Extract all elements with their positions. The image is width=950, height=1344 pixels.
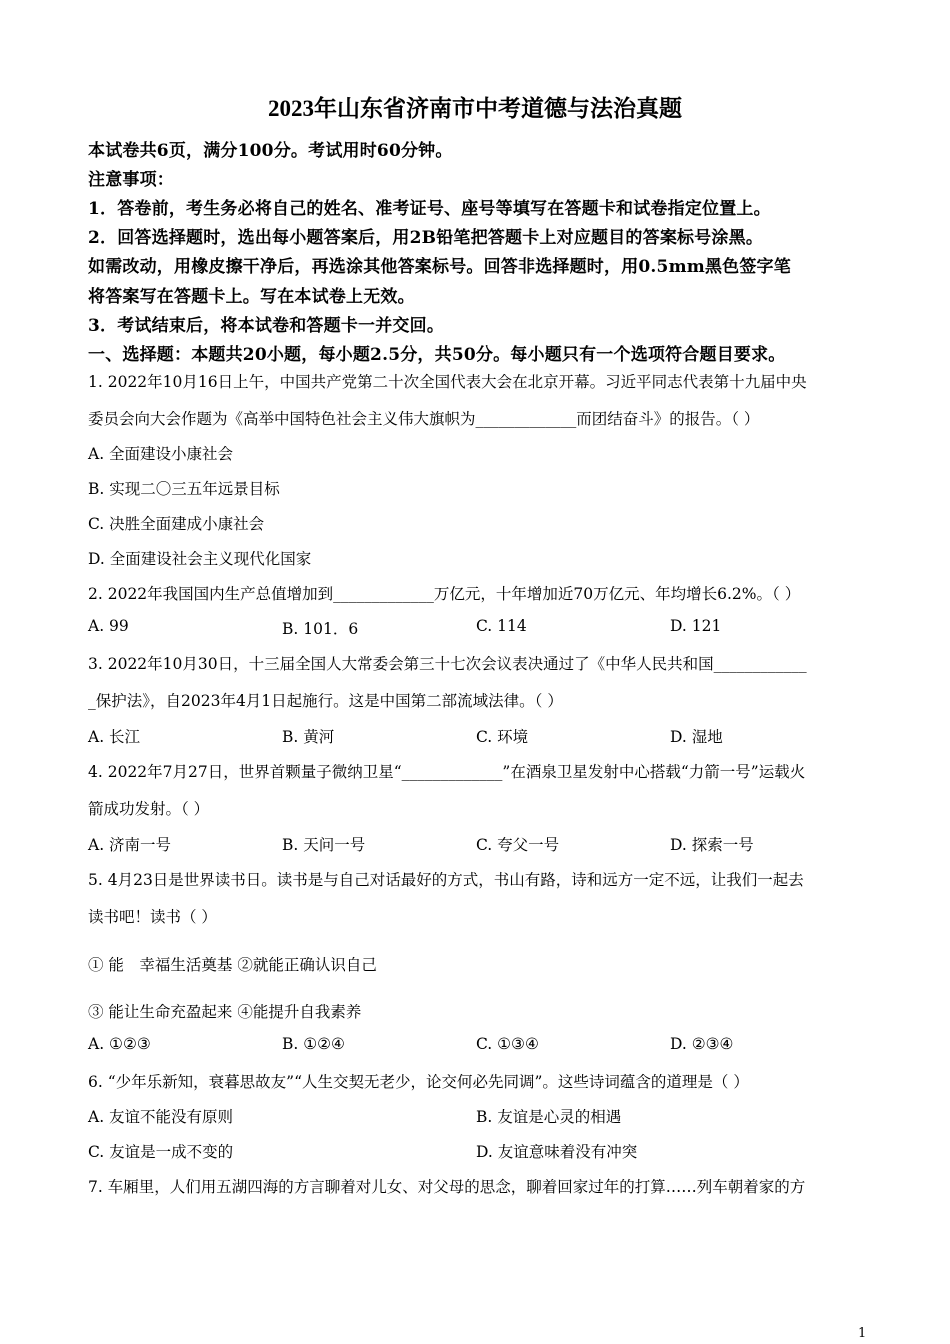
question-6-option-a: A. 友谊不能没有原则 xyxy=(88,1108,234,1126)
question-5-text: 5. 4月23日是世界读书日。读书是与自己对话最好的方式，书山有路，诗和远方一定不远，让我们一起去 xyxy=(88,871,804,889)
question-1-option-a: A. 全面建设小康社会 xyxy=(88,445,234,463)
notice-item: 3．考试结束后，将本试卷和答题卡一并交回。 xyxy=(88,316,445,336)
question-3-option-b: B. 黄河 xyxy=(282,728,335,746)
page-title: 2023年山东省济南市中考道德与法治真题 xyxy=(268,96,682,121)
question-3-text: 3. 2022年10月30日，十三届全国人大常委会第三十七次会议表决通过了《中华人民共和国____________ xyxy=(88,655,807,673)
question-1-option-d: D. 全面建设社会主义现代化国家 xyxy=(88,550,312,568)
question-4-text: 4. 2022年7月27日，世界首颗量子微纳卫星“_____________”在酒泉卫星发射中心搭载“力箭一号”运载火 xyxy=(88,763,806,781)
question-4-option-b: B. 天问一号 xyxy=(282,836,366,854)
question-6-text: 6. “少年乐新知，衰暮思故友”“人生交契无老少，论交何必先同调”。这些诗词蕴含的道理是（ ） xyxy=(88,1073,749,1091)
question-3-option-c: C. 环境 xyxy=(476,728,529,746)
notice-item: 1．答卷前，考生务必将自己的姓名、准考证号、座号等填写在答题卡和试卷指定位置上。 xyxy=(88,199,771,219)
question-7-text: 7. 车厢里，人们用五湖四海的方言聊着对儿女、对父母的思念，聊着回家过年的打算……列车朝着家的方 xyxy=(88,1178,806,1196)
question-1-option-b: B. 实现二〇三五年远景目标 xyxy=(88,480,280,498)
question-1-text: 1. 2022年10月16日上午，中国共产党第二十次全国代表大会在北京开幕。习近平同志代表第十九届中央 xyxy=(88,373,807,391)
page-number: 1 xyxy=(858,1326,867,1341)
question-5-statements: ① 能 幸福生活奠基 ②就能正确认识自己 xyxy=(88,956,377,974)
section-heading: 一、选择题：本题共20小题，每小题2.5分，共50分。每小题只有一个选项符合题目要求。 xyxy=(88,345,786,365)
question-5-statements: ③ 能让生命充盈起来 ④能提升自我素养 xyxy=(88,1003,362,1021)
question-6-option-c: C. 友谊是一成不变的 xyxy=(88,1143,234,1161)
question-3-option-d: D. 湿地 xyxy=(670,728,723,746)
question-5-option-c: C. ①③④ xyxy=(476,1035,539,1053)
question-4-option-d: D. 探索一号 xyxy=(670,836,754,854)
question-2-option-b: B. 101．6 xyxy=(282,620,359,638)
question-1-text: 委员会向大会作题为《高举中国特色社会主义伟大旗帜为_____________而团结奋斗》的报告。（ ） xyxy=(88,410,760,428)
question-2-text: 2. 2022年我国国内生产总值增加到_____________万亿元，十年增加近70万亿元、年均增长6.2%。（ ） xyxy=(88,585,801,603)
question-6-option-d: D. 友谊意味着没有冲突 xyxy=(476,1143,638,1161)
question-3-text: _保护法》，自2023年4月1日起施行。这是中国第二部流域法律。（ ） xyxy=(88,692,563,710)
notice-item: 将答案写在答题卡上。写在本试卷上无效。 xyxy=(88,287,415,307)
question-5-option-a: A. ①②③ xyxy=(88,1035,151,1053)
question-2-option-c: C. 114 xyxy=(476,617,527,635)
question-6-option-b: B. 友谊是心灵的相遇 xyxy=(476,1108,622,1126)
question-5-text: 读书吧！读书（ ） xyxy=(88,908,217,926)
notice-item: 如需改动，用橡皮擦干净后，再选涂其他答案标号。回答非选择题时，用0.5mm黑色签字笔 xyxy=(88,257,791,277)
question-4-option-c: C. 夸父一号 xyxy=(476,836,560,854)
notice-heading: 注意事项： xyxy=(88,170,174,190)
question-1-option-c: C. 决胜全面建成小康社会 xyxy=(88,515,265,533)
question-4-text: 箭成功发射。（ ） xyxy=(88,800,210,818)
question-2-option-a: A. 99 xyxy=(88,617,129,635)
question-5-option-b: B. ①②④ xyxy=(282,1035,345,1053)
exam-intro: 本试卷共6页，满分100分。考试用时60分钟。 xyxy=(88,141,453,161)
question-5-option-d: D. ②③④ xyxy=(670,1035,734,1053)
question-3-option-a: A. 长江 xyxy=(88,728,141,746)
question-2-option-d: D. 121 xyxy=(670,617,722,635)
question-4-option-a: A. 济南一号 xyxy=(88,836,172,854)
notice-item: 2．回答选择题时，选出每小题答案后，用2B铅笔把答题卡上对应题目的答案标号涂黑。 xyxy=(88,228,764,248)
